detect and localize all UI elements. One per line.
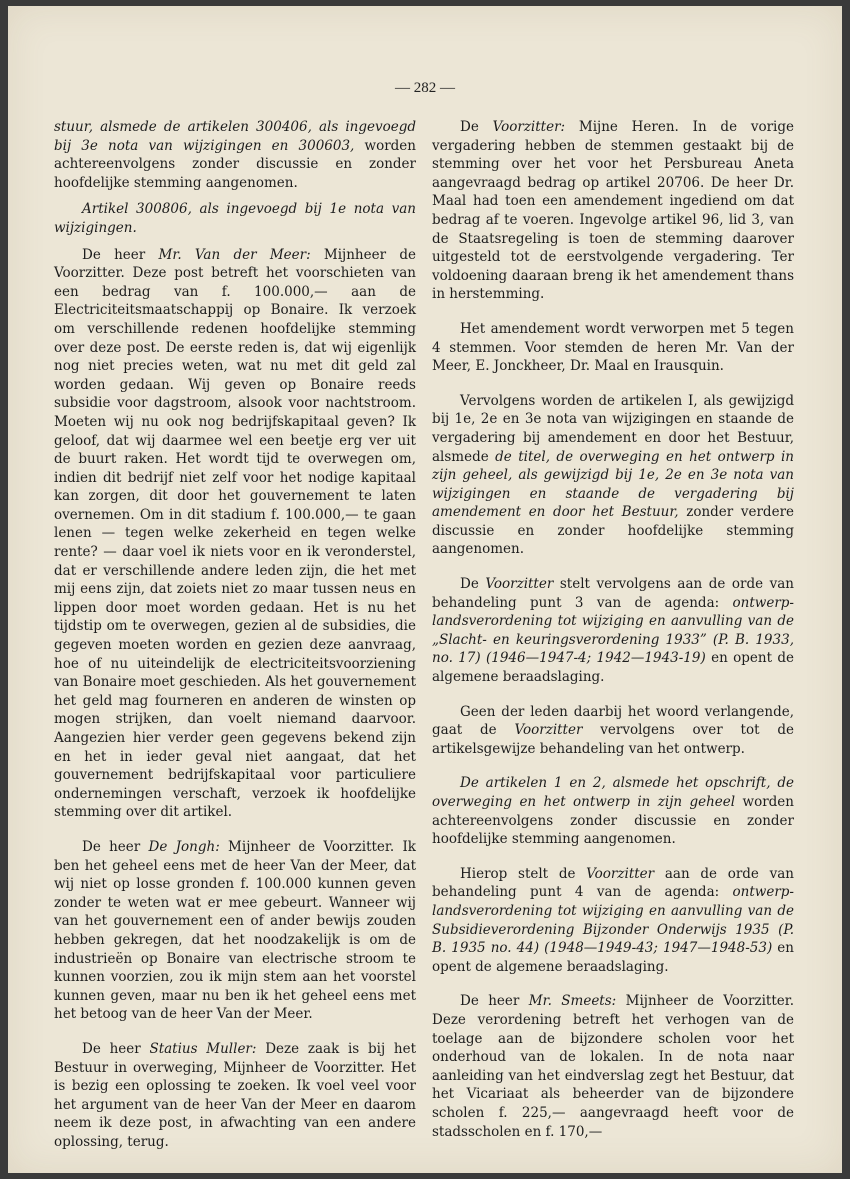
paragraph	[432, 575, 794, 687]
italic-text: Voorzitter	[514, 722, 583, 739]
text: Mijnheer de Voorzitter. Deze post betreft het voorschieten van een bedrag van f. 100.000,— aan de Electriciteitsmaatschappij op Bonaire. Ik verzoek om verschillende redenen hoofdelijke stemming over deze post. De eerste reden is, dat wij eigenlijk nog niet precies weten, wat nu met dit geld zal worden gedaan. Wij geven op Bonaire reeds subsidie voor dagstroom, alsook voor nachtstroom. Moeten wij nu ook nog bedrijfskapitaal geven? Ik geloof, dat wij daarmee wel een beetje erg ver uit de buurt raken. Het wordt tijd te overwegen om, indien dit bedrijf niet zelf voor het nodige kapitaal kan zorgen, dit door het gouvernement te laten overnemen. Om in dit stadium f. 100.000,— te gaan lenen — tegen welke zekerheid en tegen welke rente? — daar voel ik niets voor en ik veronderstel, dat er verschillende andere leden zijn, die het met mij eens zijn, dat zoiets niet zo maar tussen neus en lippen door moet worden gedaan. Het is nu het tijdstip om te overwegen, gezien al de subsidies, die gegeven moeten worden en gezien deze aanvraag, hoe of nu uiteindelijk de electriciteitsvoorziening van Bonaire moet geschieden. Als het gouvernement het geld mag fourneren en anderen de winsten op mogen strijken, dan voelt niemand daarvoor. Aangezien hier verder geen gegevens bekend zijn en het in ieder geval niet aangaat, dat het gouvernement bedrijfskapitaal voor particuliere ondernemingen verschaft, verzoek ik hoofdelijke stemming over dit artikel.	[54, 246, 416, 821]
text: De heer	[82, 838, 149, 855]
italic-text: Voorzitter:	[492, 119, 566, 135]
italic-text: De artikelen 1 en 2, alsmede het opschrift, de overweging en het ontwerp in zijn geheel	[432, 775, 794, 810]
text: Mijnheer de Voorzitter. Ik ben het geheel eens met de heer Van der Meer, dat wij niet op losse gronden f. 100.000 kunnen geven zonder te weten wat er mee gebeurt. Wanneer wij van het gouvernement een of ander bewijs zouden hebben gekregen, dat het noodzakelijk is om de industrieën op Bonaire van electrische stroom te kunnen voorzien, zou ik mijn stem aan het voorstel kunnen geven, maar nu ben ik het geheel eens met het betoog van de heer Van der Meer.	[54, 838, 416, 1023]
left-column	[54, 118, 416, 1159]
italic-text: ontwerp-landsverordening tot wijziging en aanvulling van de Subsidieverordening Bijzonder Onderwijs 1935 (P. B. 1935 no. 44) (1948—1949-43; 1947—1948-53)	[432, 884, 794, 957]
italic-text: De Jongh:	[148, 838, 220, 855]
paragraph	[432, 392, 794, 559]
text: stelt vervolgens aan de orde van behandeling punt 3 van de agenda:	[432, 576, 795, 611]
text: Het amendement wordt verworpen met 5 tegen 4 stemmen. Voor stemden de heren Mr. Van der Meer, E. Jonckheer, Dr. Maal en Irausquin.	[432, 320, 794, 375]
text: Hierop stelt de	[460, 865, 587, 882]
text: worden achtereenvolgens zonder discussie en zonder hoofdelijke stemming aangenomen.	[54, 137, 416, 191]
paragraph	[432, 703, 794, 759]
italic-text: Mr. Smeets:	[528, 993, 617, 1010]
text: en opent de algemene beraadslaging.	[432, 650, 794, 686]
text: Deze zaak is bij het Bestuur in overweging, Mijnheer de Voorzitter. Het is bezig een oplossing te zoeken. Ik voel veel voor het argument van de heer Van der Meer en daarom neem ik deze post, in afwachting van een andere oplossing, terug.	[54, 1040, 416, 1150]
paragraph	[432, 992, 794, 1141]
paragraph	[432, 865, 794, 977]
text: en opent de algemene beraadslaging.	[432, 940, 794, 975]
document-page	[8, 6, 842, 1173]
page-number: — 282 —	[395, 80, 455, 96]
paragraph	[432, 320, 794, 376]
text: De	[460, 576, 486, 593]
paragraph	[432, 118, 794, 304]
paragraph	[54, 200, 416, 237]
text: De	[460, 119, 493, 135]
text: aan de orde van behandeling punt 4 van de agenda:	[432, 865, 794, 901]
paragraph	[54, 118, 416, 192]
right-column	[432, 118, 794, 1149]
italic-text: Voorzitter	[485, 576, 554, 593]
paragraph	[432, 774, 794, 848]
text: vervolgens over tot de artikelsgewijze behandeling van het ontwerp.	[432, 722, 794, 757]
italic-text: ontwerp-landsverordening tot wijziging en aanvulling van de „Slacht- en keuringsverordening 1933” (P. B. 1933, no. 17) (1946—1947-4; 1942—1943-19)	[432, 594, 794, 667]
text: Mijne Heren. In de vorige vergadering hebben de stemmen gestaakt bij de stemming over het voor het Persbureau Aneta aangevraagd bedrag op artikel 20706. De heer Dr. Maal had toen een amendement ingediend om dat bedrag af te voeren. Ingevolge artikel 96, lid 3, van de Staatsregeling is toen de stemming daarover uitgesteld tot de eerstvolgende vergadering. Ter voldoening daaraan breng ik het amendement thans in herstemming.	[432, 119, 794, 303]
paragraph	[54, 246, 416, 822]
italic-text: stuur, alsmede de artikelen 300406, als ingevoegd bij 3e nota van wijzigingen en 300603,	[54, 119, 416, 154]
text: Vervolgens worden de artikelen I, als gewijzigd bij 1e, 2e en 3e nota van wijzigingen en staande de vergadering bij amendement en door het Bestuur, alsmede	[432, 392, 794, 465]
italic-text: Artikel 300806, als ingevoegd bij 1e nota van wijzigingen.	[54, 201, 416, 236]
text: Geen der leden daarbij het woord verlangende, gaat de	[432, 703, 794, 739]
italic-text: Mr. Van der Meer:	[158, 246, 311, 263]
paragraph	[54, 838, 416, 1024]
text: De heer	[82, 1040, 150, 1057]
paragraph	[54, 1040, 416, 1152]
text: zonder verdere discussie en zonder hoofdelijke stemming aangenomen.	[432, 504, 795, 558]
italic-text: Statius Muller:	[149, 1040, 257, 1057]
italic-text: de titel, de overweging en het ontwerp in zijn geheel, als gewijzigd bij 1e, 2e en 3e nota van wijzigingen en staande de vergadering bij amendement en door het Bestuur,	[432, 448, 794, 521]
text: De heer	[460, 993, 529, 1010]
text: worden achtereenvolgens zonder discussie en zonder hoofdelijke stemming aangenomen.	[432, 794, 794, 848]
text: Mijnheer de Voorzitter. Deze verordening betreft het verhogen van de toelage aan de bijzondere scholen voor het onderhoud van de lokalen. In de nota naar aanleiding van het eindverslag zegt het Bestuur, dat het Vicariaat als beheerder van de bijzondere scholen f. 225,— aangevraagd heeft voor de stadsscholen en f. 170,—	[432, 993, 794, 1140]
text: De heer	[82, 246, 159, 263]
italic-text: Voorzitter	[586, 865, 655, 882]
